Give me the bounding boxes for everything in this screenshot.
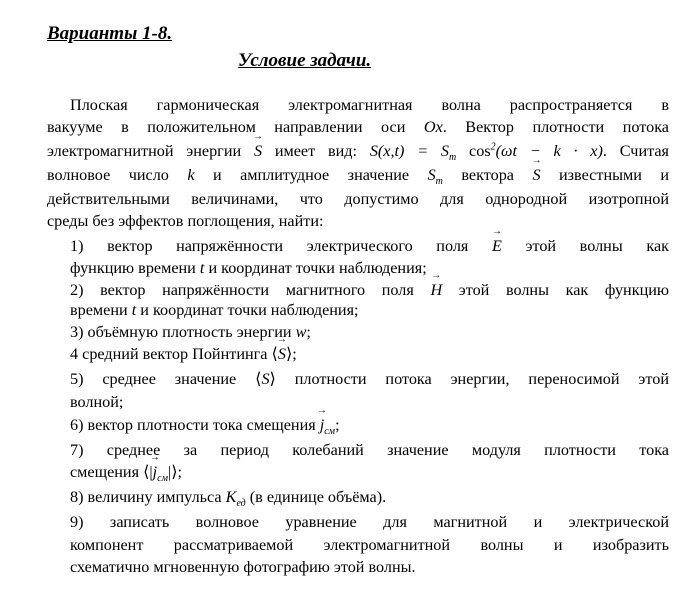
intro-line-6: среды без эффектов поглощения, найти: — [47, 212, 324, 230]
item-5-line-2: волной; — [70, 393, 124, 411]
intro-line-1: Плоская гармоническая электромагнитная волна распространяется в — [70, 96, 669, 114]
item-3: 3) объёмную плотность энергии w; — [70, 323, 311, 341]
vector-s-symbol: → S — [278, 344, 286, 364]
item-5-line-1: 5) среднее значение ⟨S⟩ плотности потока энергии, переносимой этой — [70, 370, 669, 388]
item-8: 8) величину импульса $K_{ед}$ (в единице объёма). — [70, 488, 387, 510]
item-4: 4 средний вектор Пойнтинга ⟨→ S⟩; — [70, 344, 297, 364]
intro-line-3: электромагнитной энергии → S имеет вид: $S(x,t) = S_m$ $\cos^2(\omega t - k \cdot x)$. Считая — [47, 141, 669, 161]
vector-j-symbol: → j — [153, 462, 158, 482]
condition-heading: Условие задачи. — [238, 50, 372, 71]
vector-e-symbol: → E — [492, 236, 502, 256]
poynting-formula: $S(x,t) = S_m$ $\cos^2(\omega t - k \cdot x)$ — [369, 141, 603, 164]
item-6: 6) вектор плотности тока смещения → $j_{см}$; — [70, 415, 340, 435]
item-1-line-2: функцию времени t и координат точки наблюдения; — [70, 259, 427, 277]
item-9-line-3: схематично мгновенную фотографию этой волны. — [70, 558, 416, 576]
intro-line-2: вакууме в положительном направлении оси Ox. Вектор плотности потока — [47, 118, 669, 136]
vector-s-symbol: → S — [254, 141, 262, 161]
item-9-line-1: 9) записать волновое уравнение для магнитной и электрической — [70, 513, 669, 531]
item-1-line-1: 1) вектор напряжённости электрического поля → E этой волны как — [70, 236, 669, 256]
vector-s-symbol: → S — [532, 165, 540, 185]
intro-line-4: волновое число k и амплитудное значение $S_m$ вектора → S известными и — [47, 165, 669, 185]
intro-line-5: действительными величинами, что допустимо для однородной изотропной — [47, 190, 669, 208]
variants-heading: Варианты 1-8. — [47, 23, 173, 44]
item-7-line-2: смещения ⟨|→ $j_{см}|⟩$; — [70, 462, 182, 482]
vector-h-symbol: → H — [430, 280, 442, 300]
item-2-line-2: времени t и координат точки наблюдения; — [70, 301, 359, 319]
vector-j-symbol: → j — [320, 415, 325, 435]
item-7-line-1: 7) среднее за период колебаний значение модуля плотности тока — [70, 441, 669, 459]
item-9-line-2: компонент рассматриваемой электромагнитной волны и изобразить — [70, 536, 669, 554]
item-2-line-1: 2) вектор напряжённости магнитного поля → H этой волны как функцию — [70, 280, 669, 300]
